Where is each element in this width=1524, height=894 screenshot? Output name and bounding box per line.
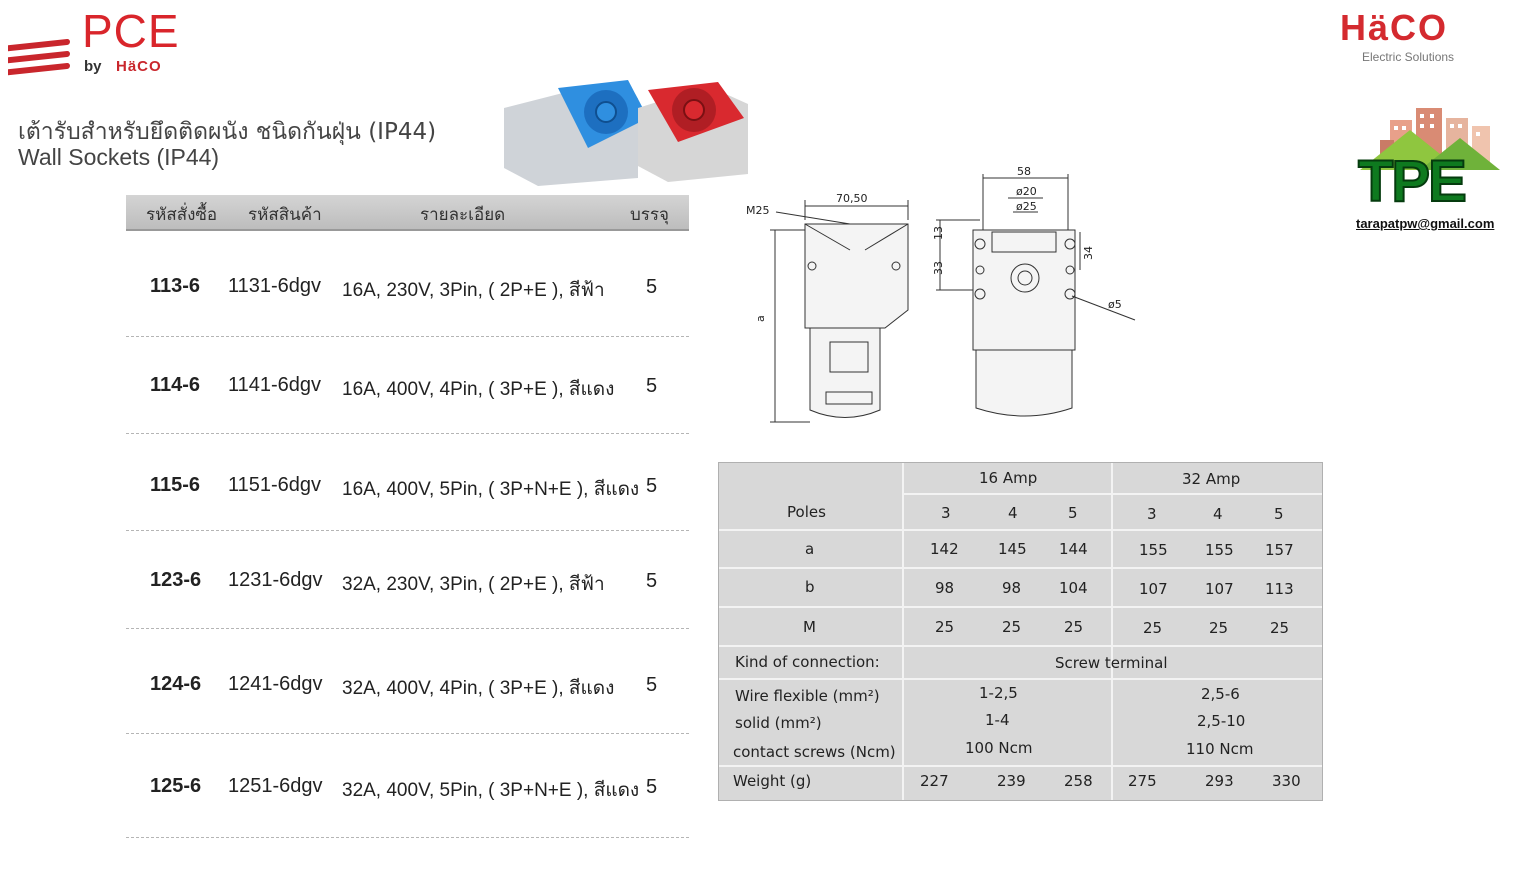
m-value: 25: [1270, 619, 1290, 637]
description: 32A, 400V, 5Pin, ( 3P+N+E ), สีแดง: [342, 780, 640, 801]
label-m25: M25: [746, 204, 770, 217]
solid-32: 2,5-10: [1197, 712, 1246, 730]
product-table-header: [126, 195, 689, 231]
pole-value: 4: [1008, 504, 1018, 522]
contact-screws-16: 100 Ncm: [965, 739, 1033, 757]
weight-value: 239: [997, 772, 1026, 790]
haco-logo: [1340, 7, 1510, 66]
m-value: 25: [1064, 618, 1084, 636]
m-value: 25: [1002, 618, 1022, 636]
haco-logo-text: HäCO: [1340, 7, 1449, 48]
order-code: 124-6: [150, 673, 202, 695]
product-code: 1231-6dgv: [228, 569, 323, 591]
b-value: 107: [1139, 580, 1168, 598]
contact-screws-label: contact screws (Ncm): [733, 743, 896, 761]
label-h34: 34: [1082, 246, 1095, 260]
pack: 5: [646, 674, 658, 696]
label-width-7050: 70,50: [836, 192, 868, 205]
pack: 5: [646, 776, 658, 798]
pack: 5: [646, 475, 658, 497]
a-value: 142: [930, 540, 959, 558]
order-code: 114-6: [150, 374, 201, 396]
pce-logo: [8, 5, 208, 80]
description: 32A, 230V, 3Pin, ( 2P+E ), สีฟ้า: [342, 574, 605, 595]
order-code: 125-6: [150, 775, 202, 797]
header-pack: บรรจุ: [630, 205, 670, 225]
wire-flexible-16: 1-2,5: [979, 684, 1018, 702]
product-code: 1251-6dgv: [228, 775, 323, 797]
pce-logo-text: PCE: [82, 5, 180, 57]
pole-value: 5: [1068, 504, 1078, 522]
pce-logo-by: by: [84, 58, 102, 75]
wire-flexible-32: 2,5-6: [1201, 685, 1240, 703]
spec-table: [718, 462, 1323, 801]
a-value: 155: [1139, 541, 1168, 559]
weight-value: 293: [1205, 772, 1234, 790]
pack: 5: [646, 276, 658, 298]
a-value: 144: [1059, 540, 1088, 558]
group-16-amp: 16 Amp: [979, 469, 1038, 487]
contact-screws-32: 110 Ncm: [1186, 740, 1254, 758]
description: 16A, 230V, 3Pin, ( 2P+E ), สีฟ้า: [342, 280, 605, 301]
b-value: 98: [1002, 579, 1022, 597]
pack: 5: [646, 375, 658, 397]
m-value: 25: [935, 618, 955, 636]
product-code: 1151-6dgv: [228, 474, 322, 496]
row-divider: [126, 733, 689, 735]
pack: 5: [646, 570, 658, 592]
pole-value: 3: [941, 504, 951, 522]
group-32-amp: 32 Amp: [1182, 470, 1241, 488]
a-value: 155: [1205, 541, 1234, 559]
label-h13: 13: [932, 226, 945, 240]
pole-value: 3: [1147, 505, 1157, 523]
weight-value: 227: [920, 772, 949, 790]
label-d25: ø25: [1016, 200, 1037, 213]
description: 32A, 400V, 4Pin, ( 3P+E ), สีแดง: [342, 678, 615, 699]
poles-label: Poles: [787, 503, 826, 521]
label-d5: ø5: [1108, 298, 1122, 311]
weight-value: 330: [1272, 772, 1301, 790]
tpe-logo: [1350, 100, 1515, 235]
product-code: 1241-6dgv: [228, 673, 323, 695]
tpe-logo-text: TPE: [1358, 149, 1465, 214]
solid-label: solid (mm²): [735, 714, 822, 732]
a-label: a: [805, 540, 815, 558]
b-value: 104: [1059, 579, 1088, 597]
wall-socket-product-image: [498, 78, 750, 196]
description: 16A, 400V, 4Pin, ( 3P+E ), สีแดง: [342, 379, 615, 400]
row-divider: [126, 336, 689, 338]
label-a: a: [754, 315, 767, 322]
a-value: 145: [998, 540, 1027, 558]
solid-16: 1-4: [985, 711, 1010, 729]
haco-logo-subtitle: Electric Solutions: [1362, 50, 1455, 64]
page-title-english: Wall Sockets (IP44): [18, 144, 220, 170]
page-title-thai: เต้ารับสำหรับยึดติดผนัง ชนิดกันฝุ่น (IP44): [18, 119, 437, 145]
label-width-58: 58: [1017, 165, 1031, 178]
order-code: 113-6: [150, 275, 201, 297]
label-d20: ø20: [1016, 185, 1037, 198]
m-label: M: [803, 618, 816, 636]
header-description: รายละเอียด: [420, 205, 506, 225]
weight-label: Weight (g): [733, 772, 812, 790]
weight-value: 275: [1128, 772, 1157, 790]
label-h33: 33: [932, 261, 945, 275]
weight-value: 258: [1064, 772, 1093, 790]
connection-value: Screw terminal: [1055, 654, 1168, 672]
b-label: b: [805, 578, 815, 596]
pce-logo-brand: HäCO: [116, 58, 162, 75]
pole-value: 4: [1213, 505, 1223, 523]
row-divider: [126, 530, 689, 532]
connection-label: Kind of connection:: [735, 653, 880, 671]
m-value: 25: [1143, 619, 1163, 637]
wire-flexible-label: Wire flexible (mm²): [735, 687, 880, 705]
b-value: 98: [935, 579, 955, 597]
dimension-diagram: [730, 160, 1150, 430]
product-code: 1141-6dgv: [228, 374, 322, 396]
tpe-email-link[interactable]: tarapatpw@gmail.com: [1356, 216, 1495, 231]
header-product-code: รหัสสินค้า: [248, 205, 322, 225]
pole-value: 5: [1274, 505, 1284, 523]
m-value: 25: [1209, 619, 1229, 637]
description: 16A, 400V, 5Pin, ( 3P+N+E ), สีแดง: [342, 479, 640, 500]
header-order-code: รหัสสั่งซื้อ: [146, 205, 218, 225]
row-divider: [126, 433, 689, 435]
order-code: 123-6: [150, 569, 202, 591]
product-code: 1131-6dgv: [228, 275, 322, 297]
row-divider: [126, 837, 689, 839]
b-value: 113: [1265, 580, 1294, 598]
pce-stripes-icon: [8, 38, 72, 78]
order-code: 115-6: [150, 474, 201, 496]
row-divider: [126, 628, 689, 630]
b-value: 107: [1205, 580, 1234, 598]
a-value: 157: [1265, 541, 1294, 559]
